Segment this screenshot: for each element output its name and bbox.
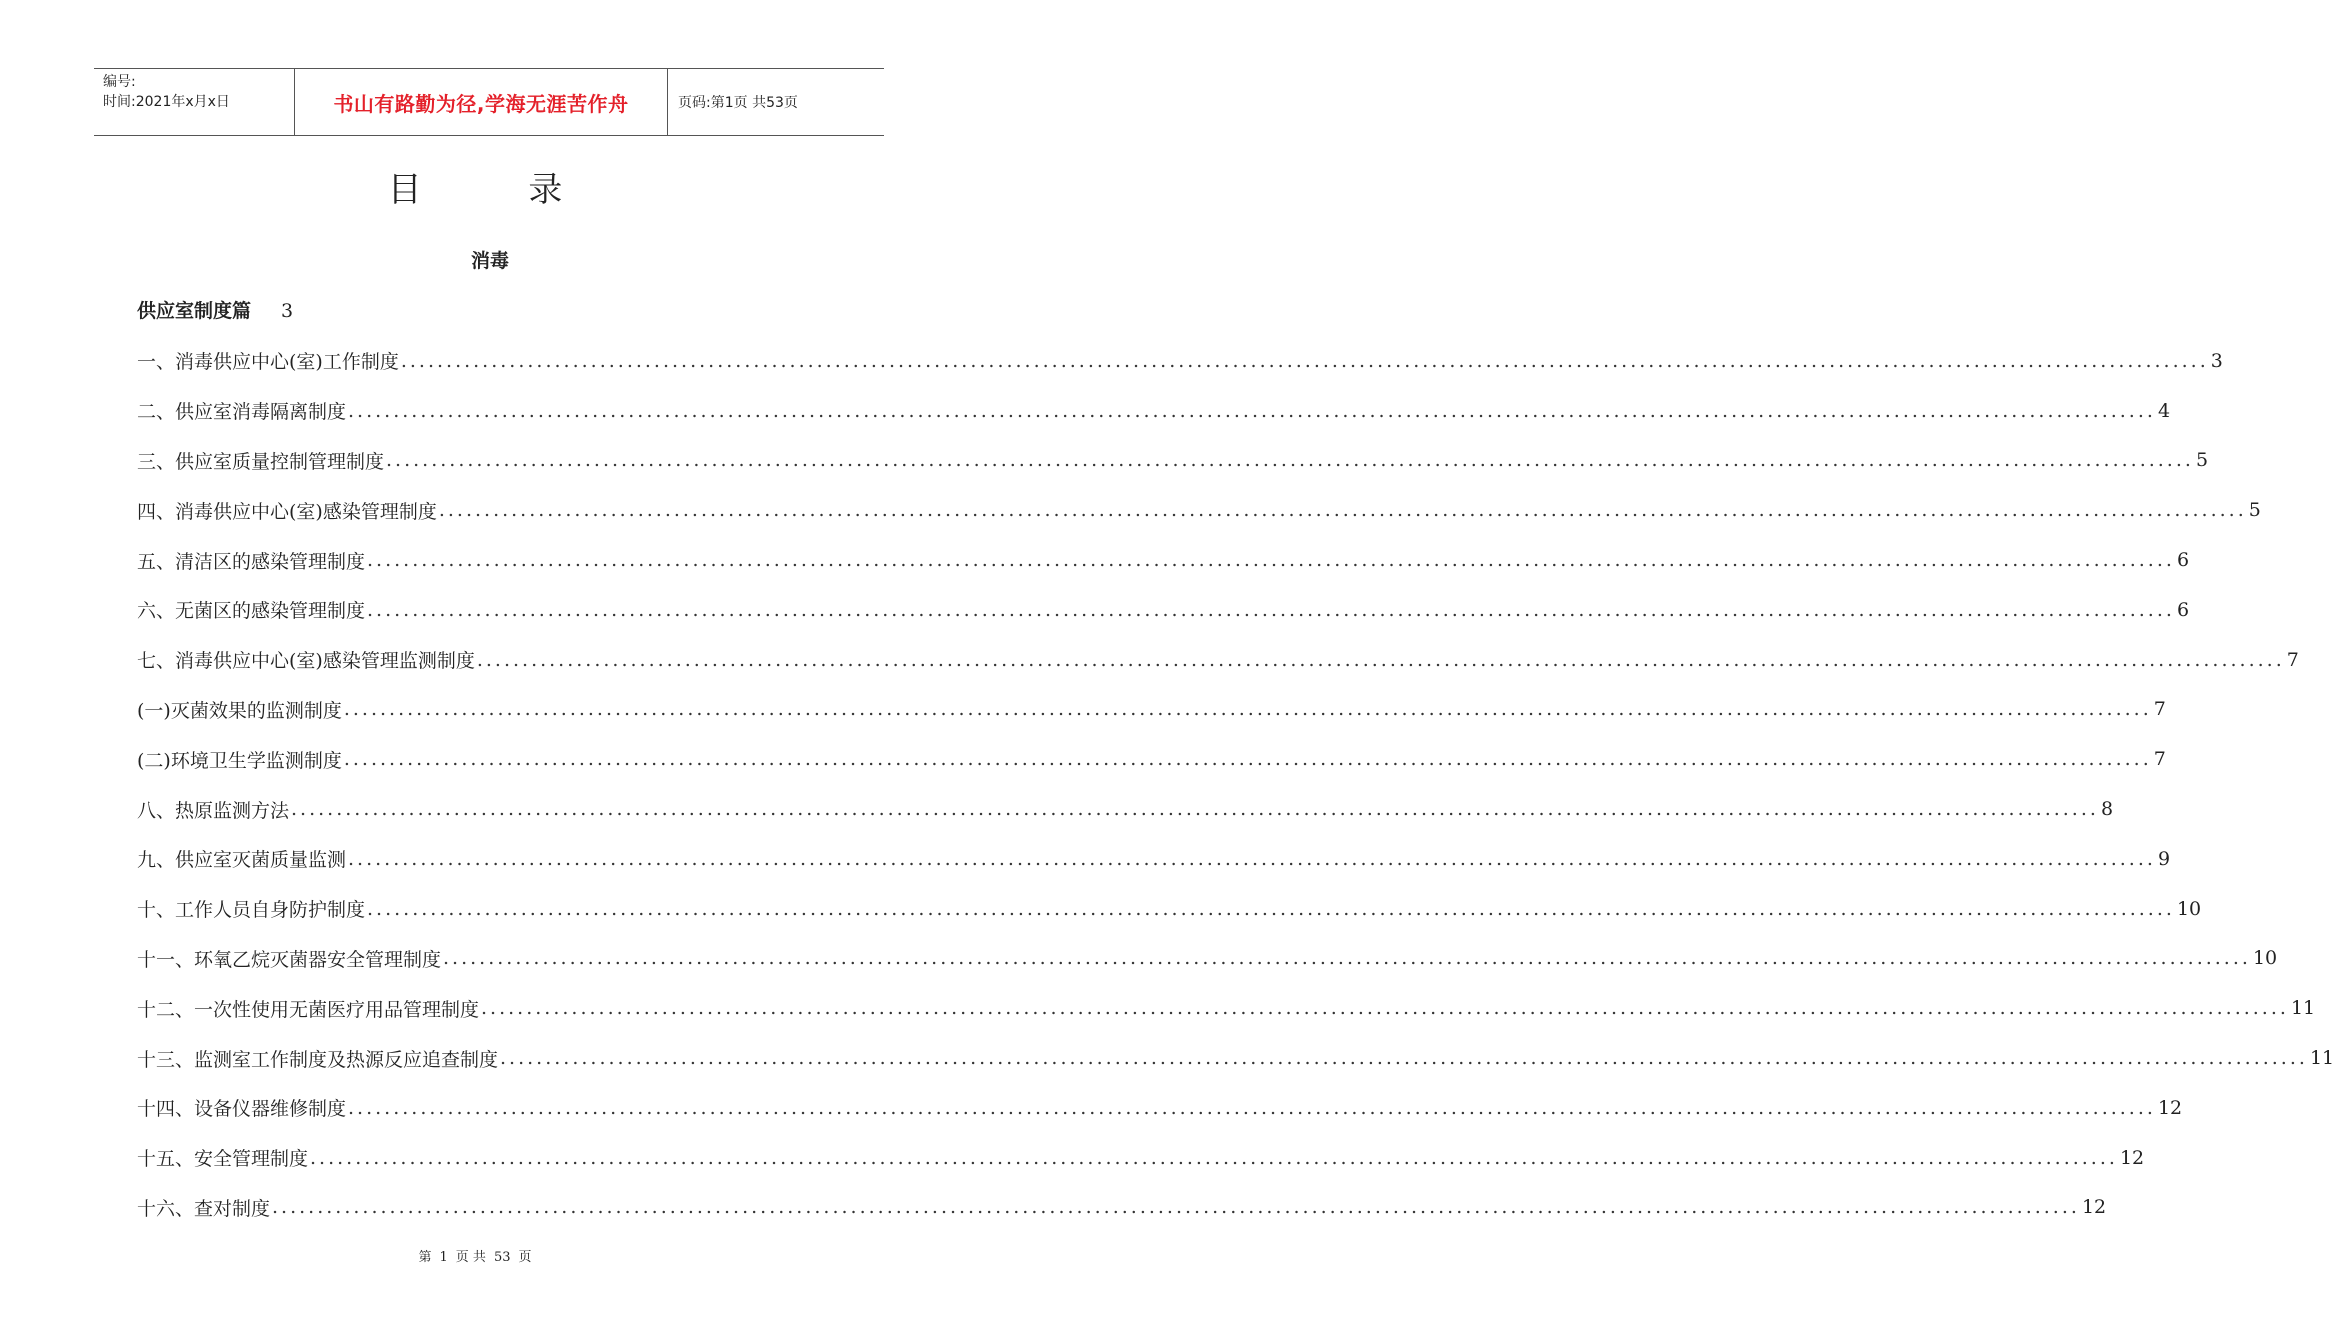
chapter-heading [137,296,293,323]
toc-entry[interactable] [137,585,2190,635]
toc-entry-label: 五、清洁区的感染管理制度 [137,550,366,573]
toc-entry[interactable] [137,884,2202,934]
toc-leader-dots: ........................................................................................................................................................................................................ [272,1196,2080,1219]
toc-entry-label: 四、消毒供应中心(室)感染管理制度 [137,500,437,523]
toc-entry-label: 九、供应室灭菌质量监测 [137,849,347,872]
chapter-title: 供应室制度篇 [137,300,252,322]
toc-entry[interactable] [137,535,2190,585]
toc-entry-page: 7 [2153,748,2166,771]
toc-entry-label: 十二、一次性使用无菌医疗用品管理制度 [137,998,480,1021]
toc-entry[interactable] [137,983,2316,1033]
toc-entry-label: (二)环境卫生学监测制度 [137,749,342,772]
toc-leader-dots: ........................................................................................................................................................................................................ [367,897,2175,920]
toc-leader-dots: ........................................................................................................................................................................................................ [438,499,2247,522]
toc-entry-page: 11 [2309,1047,2334,1070]
toc-entry-label: 一、消毒供应中心(室)工作制度 [137,351,399,374]
toc-entry-page: 3 [2210,349,2223,372]
page-header [94,68,884,136]
toc-entry-label: 三、供应室质量控制管理制度 [137,450,385,473]
toc-entry[interactable] [137,485,2261,535]
toc-entry[interactable] [137,1033,2334,1083]
footer-prefix: 第 [418,1250,432,1265]
toc-entry-page: 10 [2176,897,2202,920]
toc-entry-page: 7 [2153,698,2166,721]
toc-leader-dots: ........................................................................................................................................................................................................ [367,598,2175,621]
toc-leader-dots: ........................................................................................................................................................................................................ [400,349,2209,372]
toc-entry-page: 7 [2286,648,2299,671]
serial-label: 编号: [103,74,136,90]
toc-entry-label: 十、工作人员自身防护制度 [137,899,366,922]
toc-entry[interactable] [137,1183,2107,1233]
chapter-page: 3 [281,300,294,322]
time-label: 时间:2021年x月x日 [103,94,230,110]
toc-entry-label: 八、热原监测方法 [137,799,290,822]
toc-entry-page: 12 [2157,1096,2183,1119]
toc-entry-label: 十一、环氧乙烷灭菌器安全管理制度 [137,948,442,971]
toc-entry-label: (一)灭菌效果的监测制度 [137,699,342,722]
section-title: 消毒 [470,250,509,272]
toc-entry-label: 七、消毒供应中心(室)感染管理监测制度 [137,650,475,673]
header-page-info: 页码:第1页 共53页 [678,95,798,111]
toc-entry[interactable] [137,685,2166,735]
toc-leader-dots: ........................................................................................................................................................................................................ [343,748,2152,771]
toc-entry-page: 9 [2157,847,2171,870]
footer-total: 53 [493,1250,511,1265]
toc-entry-label: 十六、查对制度 [137,1197,271,1220]
toc-title: 目 录 [387,170,611,210]
toc-entry-label: 二、供应室消毒隔离制度 [137,401,347,424]
toc-entry-page: 5 [2195,449,2209,472]
toc-entry[interactable] [137,734,2166,784]
page-footer [0,1246,950,1265]
toc-leader-dots: ........................................................................................................................................................................................................ [476,648,2285,671]
toc-entry-label: 十三、监测室工作制度及热源反应追查制度 [137,1048,499,1071]
toc-entry-page: 12 [2081,1196,2107,1219]
toc-leader-dots: ........................................................................................................................................................................................................ [443,947,2251,970]
toc-entry-label: 十五、安全管理制度 [137,1148,309,1171]
toc-entry-page: 12 [2119,1146,2145,1169]
footer-mid: 页 共 [455,1250,486,1265]
header-meta [94,69,294,135]
toc-entry[interactable] [137,834,2171,884]
toc-leader-dots: ........................................................................................................................................................................................................ [348,399,2156,422]
toc-leader-dots: ........................................................................................................................................................................................................ [348,847,2156,870]
toc-entry-label: 六、无菌区的感染管理制度 [137,600,366,623]
toc-entry-page: 10 [2252,947,2278,970]
toc-entry[interactable] [137,635,2299,685]
toc-entry[interactable] [137,784,2114,834]
toc-leader-dots: ........................................................................................................................................................................................................ [367,549,2175,572]
toc-entry[interactable] [137,1083,2183,1133]
toc-leader-dots: ........................................................................................................................................................................................................ [310,1146,2118,1169]
toc-entry-page: 4 [2157,399,2171,422]
toc-entry[interactable] [137,934,2278,984]
toc-entry-page: 8 [2100,798,2114,821]
toc-list [137,336,2334,1232]
toc-entry-page: 11 [2290,997,2316,1020]
toc-leader-dots: ........................................................................................................................................................................................................ [343,698,2152,721]
footer-current: 1 [439,1250,448,1265]
header-motto: 书山有路勤为径,学海无涯苦作舟 [294,69,668,135]
toc-entry[interactable] [137,336,2223,386]
toc-leader-dots: ........................................................................................................................................................................................................ [291,798,2099,821]
toc-entry[interactable] [137,1133,2145,1183]
toc-entry-page: 6 [2176,549,2190,572]
toc-leader-dots: ........................................................................................................................................................................................................ [500,1047,2308,1070]
toc-entry-label: 十四、设备仪器维修制度 [137,1098,347,1121]
toc-entry-page: 5 [2248,499,2261,522]
toc-leader-dots: ........................................................................................................................................................................................................ [348,1096,2156,1119]
toc-leader-dots: ........................................................................................................................................................................................................ [481,997,2289,1020]
toc-entry[interactable] [137,386,2171,436]
toc-leader-dots: ........................................................................................................................................................................................................ [386,449,2194,472]
toc-entry-page: 6 [2176,598,2190,621]
toc-entry[interactable] [137,436,2209,486]
footer-suffix: 页 [518,1250,532,1265]
